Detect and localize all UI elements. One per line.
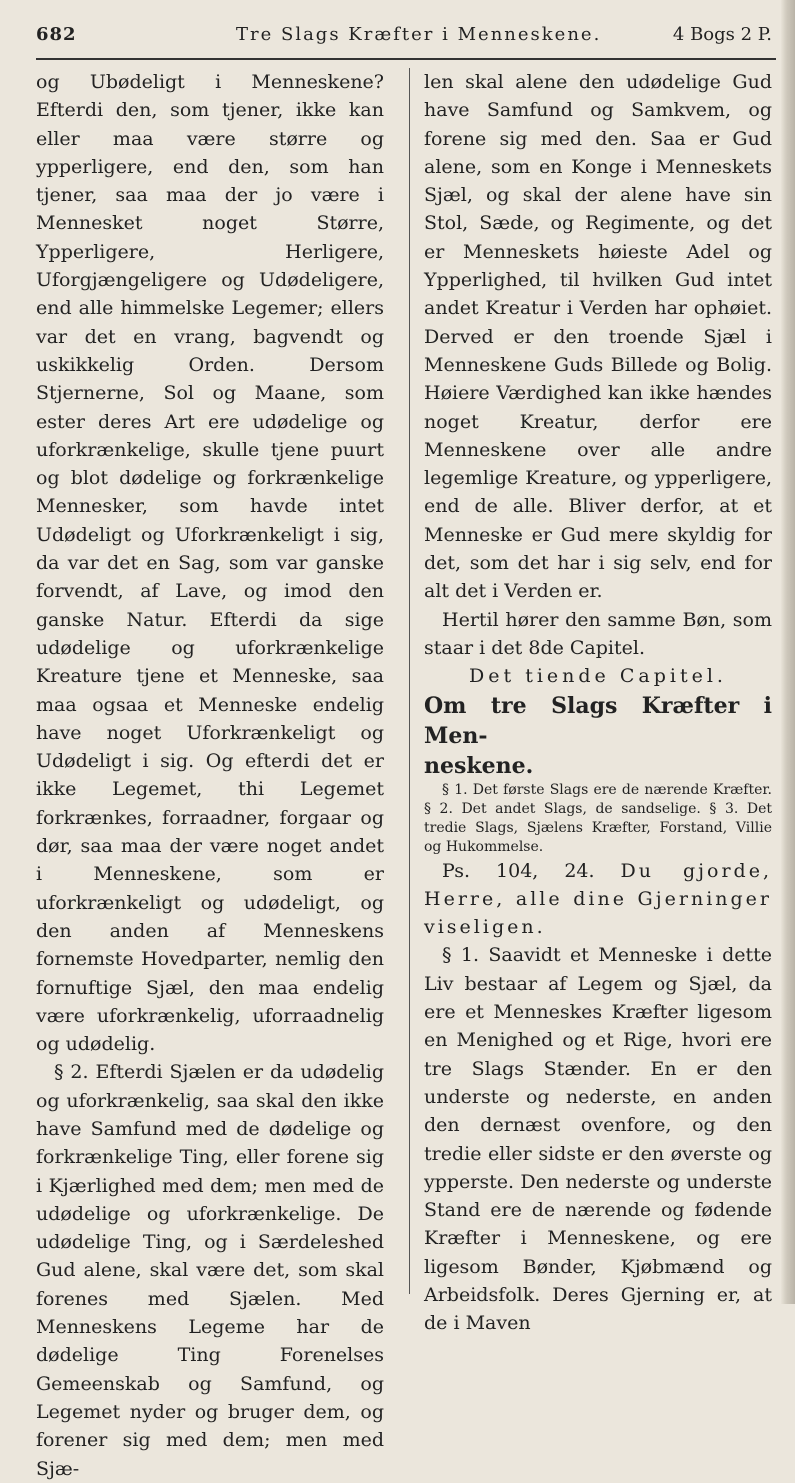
psalm-quote bbox=[424, 857, 772, 942]
right-column bbox=[424, 68, 772, 1338]
psalm-reference: Ps. 104, 24. bbox=[442, 859, 595, 882]
signature-mark: 4 Bogs 2 P. bbox=[672, 24, 772, 45]
left-paragraph-1: og Ubødeligt i Menneskene? Efterdi den, som tjener, ikke kan eller maa være større og ypperligere, end den, som han tjener, saa maa der jo være i Mennesket noget Større, Ypperligere, Herligere, Uforgjængeligere og Udødeligere, end alle himmelske Legemer; ellers var det en vrang, bagvendt og uskikkelig Orden. Dersom Stjernerne, Sol og Maane, som ester deres Art ere udødelige og uforkrænkelige, skulle tjene puurt og blot dødelige og forkrænkelige Mennesker, som havde intet Udødeligt og Uforkrænkeligt i sig, da var det en Sag, som var ganske forvendt, af Lave, og imod den ganske Natur. Efterdi da sige udødelige og uforkrænkelige Kreature tjene et Menneske, saa maa ogsaa et Menneske endelig have noget Uforkrænkeligt og Udødeligt i sig. Og efterdi det er ikke Legemet, thi Legemet forkrænkes, forraadner, forgaar og dør, saa maa der være noget andet i Menneskene, som er uforkrænkeligt og udødeligt, og den anden af Menneskens fornemste Hovedparter, nemlig den fornuftige Sjæl, den maa endelig være uforkrænkelig, uforraadnelig og udødelig. bbox=[36, 71, 384, 1056]
left-column bbox=[36, 68, 384, 1483]
page-edge bbox=[781, 0, 795, 1304]
running-title: Tre Slags Kræfter i Menneskene. bbox=[236, 24, 602, 45]
page-number: 682 bbox=[36, 24, 77, 45]
running-header bbox=[36, 18, 776, 60]
left-paragraph-2: § 2. Efterdi Sjælen er da udødelig og uforkrænkelig, saa skal den ikke have Samfund med de dødelige og forkrænkelige Ting, eller forene sig i Kjærlighed med dem; men med de udødelige og uforkrænkelige. De udødelige Ting, og i Særdeleshed Gud alene, skal være det, som skal forenes med Sjælen. Med Menneskens Legeme har de dødelige Ting Forenelses Gemeenskab og Samfund, og Legemet nyder og bruger dem, og forener sig med dem; men med Sjæ- bbox=[36, 1061, 384, 1480]
chapter-title-line-2: neskene. bbox=[424, 752, 534, 779]
right-paragraph-2: Hertil hører den samme Bøn, som staar i det 8de Capitel. bbox=[424, 608, 772, 659]
chapter-heading: Det tiende Capitel. bbox=[469, 665, 727, 688]
psalm-text: Du gjorde, Herre, alle dine Gjerninger viseligen. bbox=[424, 859, 772, 939]
chapter-title-line-1: Om tre Slags Kræfter i Men- bbox=[424, 692, 772, 749]
chapter-summary: § 1. Det første Slags ere de nærende Kræfter. § 2. Det andet Slags, de sandselige. § 3. Det tredie Slags, Sjælens Kræfter, Forstand, Villie og Hukommelse. bbox=[424, 781, 772, 855]
right-paragraph-3: § 1. Saavidt et Menneske i dette Liv bestaar af Legem og Sjæl, da ere et Menneskes Kræfter ligesom en Menighed og et Rige, hvori ere tre Slags Stænder. En er den underste og nederste, en anden den dernæst ovenfore, og den tredie eller sidste er den øverste og ypperste. Den nederste og underste Stand ere de nærende og fødende Kræfter i Menneskene, og ere ligesom Bønder, Kjøbmænd og Arbeidsfolk. Deres Gjerning er, at de i Maven bbox=[424, 944, 772, 1335]
right-paragraph-1: len skal alene den udødelige Gud have Samfund og Samkvem, og forene sig med den. Saa er Gud alene, som en Konge i Menneskets Sjæl, og skal der alene have sin Stol, Sæde, og Regimente, og det er Menneskets høieste Adel og Ypperlighed, til hvilken Gud intet andet Kreatur i Verden har ophøiet. Derved er den troende Sjæl i Menneskene Guds Billede og Bolig. Høiere Værdighed kan ikke hændes noget Kreatur, derfor ere Menneskene over alle andre legemlige Kreature, og ypperligere, end de alle. Bliver derfor, at et Menneske er Gud mere skyldig for det, som det har i sig selv, end for alt det i Verden er. bbox=[424, 71, 772, 603]
column-divider bbox=[409, 68, 410, 1294]
